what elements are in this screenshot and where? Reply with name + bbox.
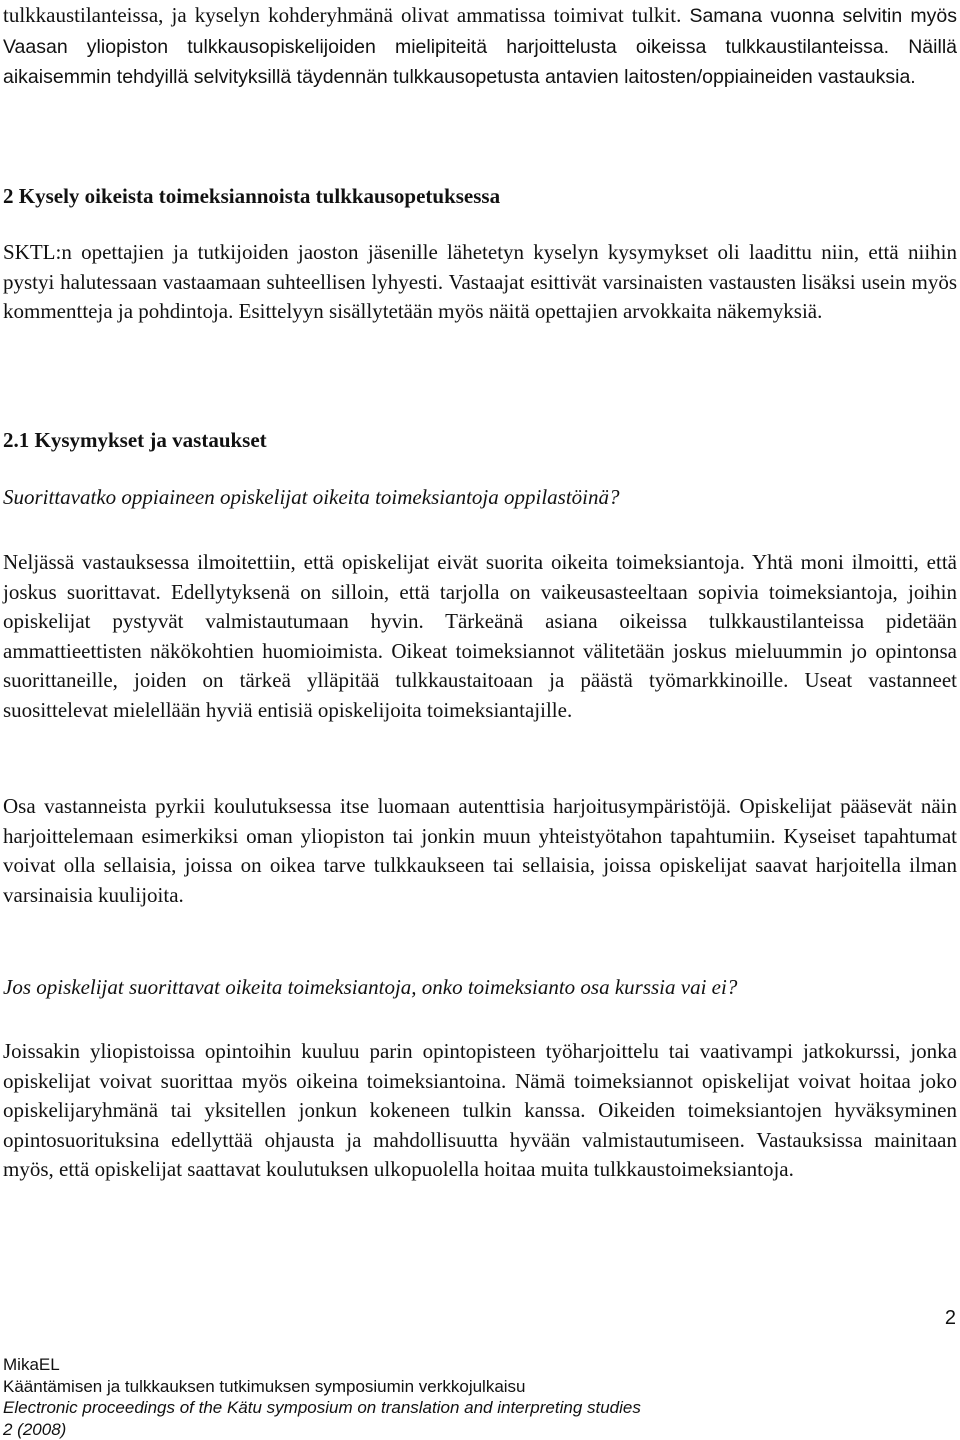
section-heading-2: 2 Kysely oikeista toimeksiannoista tulkkausopetuksessa [3,184,501,208]
section-heading-2-1: 2.1 Kysymykset ja vastaukset [3,428,267,452]
section-2-paragraph: SKTL:n opettajien ja tutkijoiden jaoston jäsenille lähetetyn kyselyn kysymykset oli laadittu niin, että niihin pystyi halutessaan vastaamaan suhteellisen lyhyesti. Vastaajat esittivät varsinaisten vastausten lisäksi usein myös kommentteja ja pohdintoja. Esittelyyn sisällytetään myös näitä opettajien arvokkaita näkemyksiä. [3,240,957,323]
question-1: Suorittavatko oppiaineen opiskelijat oikeita toimeksiantoja oppilastöinä? [3,485,620,509]
footer-journal-name: MikaEL [3,1355,60,1374]
footer-finnish-title: Kääntämisen ja tulkkauksen tutkimuksen symposiumin verkkojulkaisu [3,1376,526,1396]
intro-paragraph [3,1,957,93]
answer-1-paragraph-a: Neljässä vastauksessa ilmoitettiin, että opiskelijat eivät suorita oikeita toimeksiantoja. Yhtä moni ilmoitti, että joskus suorittavat. Edellytyksenä on silloin, että tarjolla on vaikeusasteeltaan sopivia toimeksiantoja, joihin opiskelijat pystyvät valmistautumaan hyvin. Tärkeänä asiana oikeissa tulkkaustilanteissa pidetään ammattieettisten näkökohtien huomioimista. Oikeat toimeksiannot välitetään joskus mieluummin jo opintonsa suorittaneille, joiden on tärkeä ylläpitää tulkkaustaitoaan ja päästä työmarkkinoille. Useat vastanneet suosittelevat mielellään hyviä entisiä opiskelijoita toimeksiantajille. [3,550,957,722]
footer-english-title: Electronic proceedings of the Kätu symposium on translation and interpreting studies [3,1398,641,1417]
intro-sentence-sans: Samana vuonna selvitin myös Vaasan yliopiston tulkkausopiskelijoiden mielipiteitä harjoittelusta oikeissa tulkkaustilanteissa. Näillä aikaisemmin tehdyillä selvityksillä täydennän tulkkausopetusta antavien laitosten/oppiaineiden vastauksia. [3,5,958,88]
question-2: Jos opiskelijat suorittavat oikeita toimeksiantoja, onko toimeksianto osa kurssia vai ei? [3,975,738,999]
answer-2-paragraph: Joissakin yliopistoissa opintoihin kuuluu parin opintopisteen työharjoittelu tai vaativampi jatkokurssi, jonka opiskelijat voivat suorittaa myös oikeina toimeksiantoina. Nämä toimeksiannot opiskelijat voivat hoitaa joko opiskelijaryhmänä tai yksitellen jonkun kokeneen tulkin kanssa. Oikeiden toimeksiantojen hyväksyminen opintosuorituksina edellyttää ohjausta ja mahdollisuutta hyvään valmistautumiseen. Vastauksissa mainitaan myös, että opiskelijat saattavat koulutuksen ulkopuolella hoitaa muita tulkkaustoimeksiantoja. [3,1039,957,1181]
intro-sentence-serif: tulkkaustilanteissa, ja kyselyn kohderyhmänä olivat ammatissa toimivat tulkit. [3,3,682,27]
journal-footer [3,1354,943,1440]
page-number: 2 [944,1307,956,1329]
answer-1-paragraph-b: Osa vastanneista pyrkii koulutuksessa itse luomaan autenttisia harjoitusympäristöjä. Opiskelijat pääsevät näin harjoittelemaan esimerkiksi oman yliopiston tai jonkin muun yhteistyötahon tapahtumiin. Kyseiset tapahtumat voivat olla sellaisia, joissa on oikea tarve tulkkaukseen tai sellaisia, joissa opiskelijat saavat harjoitella ilman varsinaisia kuulijoita. [3,794,957,907]
footer-issue: 2 (2008) [3,1419,67,1439]
